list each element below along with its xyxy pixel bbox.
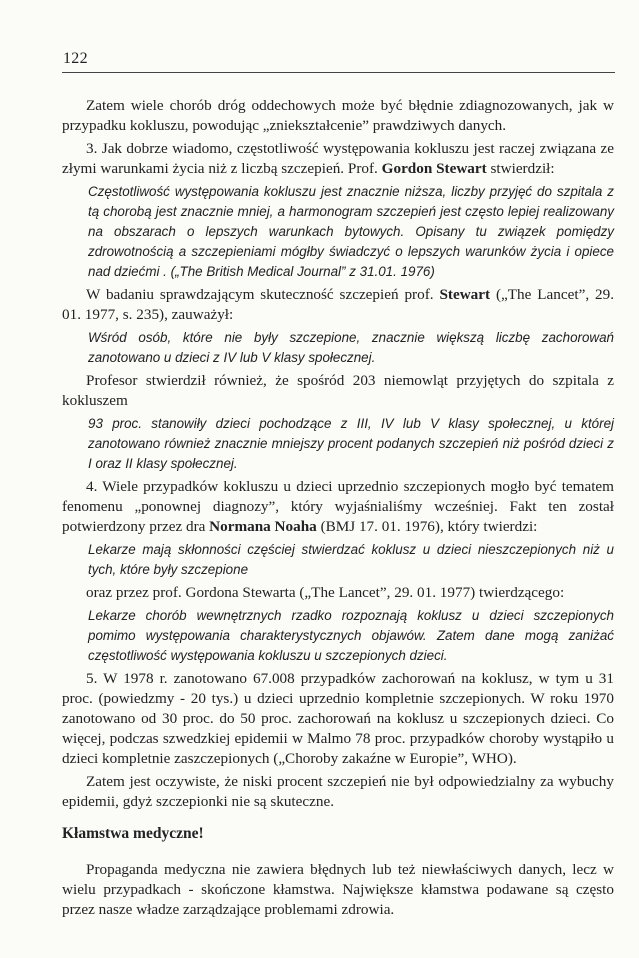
paragraph (62, 139, 614, 179)
paragraph-text: (BMJ 17. 01. 1976), który twierdzi: (316, 518, 538, 535)
paragraph: 5. W 1978 r. zanotowano 67.008 przypadków zachorowań na koklusz, w tym u 31 proc. (powiedzmy - 20 tys.) u dzieci uprzednio kompletnie szczepionych. W roku 1970 zanotowano od 30 proc. do 50 proc. zachorowań na koklusz u szczepionych dzieci. Co więcej, podczas szwedzkiej epidemii w Malmo 78 proc. przypadków choroby wystąpiło u dzieci kompletnie zaszczepionych („Choroby zakaźne w Europie”, WHO). (62, 670, 614, 767)
section-heading: Kłamstwa medyczne! (62, 825, 204, 842)
quotation: Lekarze mają skłonności częściej stwierdzać koklusz u dzieci nieszczepionych niż u tych, które były szczepione (88, 542, 614, 577)
paragraph (62, 477, 614, 537)
paragraph-text: („The Lancet”, 29. 01. 1977, s. 235), zauważył: (62, 286, 615, 323)
quotation: Częstotliwość występowania kokluszu jest znacznie niższa, liczby przyjęć do szpitala z tą chorobą jest znacznie mniej, a harmonogram szczepień jest często lepiej realizowany na obszarach o lepszych warunkach bytowych. Opisany tu związek pomiędzy zdrowotnością a szczepieniami mógłby świadczyć o lepszych warunków życia i opiece nad dziećmi . („The British Medical Journal” z 31.01. 1976) (88, 184, 614, 279)
person-name: Stewart (439, 286, 491, 303)
person-name: Normana Noaha (209, 518, 317, 535)
paragraph: Propaganda medyczna nie zawiera błędnych lub też niewłaściwych danych, lecz w wielu przypadkach - skończone kłamstwa. Największe kłamstwa podawane są często przez nasze władze zarządzające problemami zdrowia. (62, 861, 614, 918)
quotation: Lekarze chorób wewnętrznych rzadko rozpoznają koklusz u dzieci szczepionych pomimo występowania charakterystycznych objawów. Zatem dane mogą zaniżać częstotliwość występowania kokluszu u szczepionych dzieci. (88, 608, 614, 663)
quotation: Wśród osób, które nie były szczepione, znacznie większą liczbę zachorowań zanotowano u dzieci z IV lub V klasy społecznej. (88, 330, 614, 365)
header-rule (62, 72, 615, 73)
body-text (62, 96, 614, 923)
paragraph (62, 285, 614, 325)
paragraph: Profesor stwierdził również, że spośród 203 niemowląt przyjętych do szpitala z kokluszem (62, 372, 614, 409)
paragraph-text: W badaniu sprawdzającym skuteczność szczepień prof. (86, 286, 440, 303)
paragraph: oraz przez prof. Gordona Stewarta („The Lancet”, 29. 01. 1977) twierdzącego: (86, 584, 565, 601)
paragraph-text: 3. Jak dobrze wiadomo, częstotliwość występowania kokluszu jest raczej związana ze złymi warunkami życia niż z liczbą szczepień. Prof. (62, 140, 614, 177)
paragraph-text: stwierdził: (486, 160, 555, 177)
paragraph-text: 4. Wiele przypadków kokluszu u dzieci uprzednio szczepionych mogło być tematem fenomenu „ponownej diagnozy”, który wyjaśnialiśmy wcześniej. Fakt ten został potwierdzony przez dra (62, 478, 614, 535)
paragraph: Zatem wiele chorób dróg oddechowych może być błędnie zdiagnozowanych, jak w przypadku kokluszu, powodując „zniekształcenie” prawdziwych danych. (62, 97, 614, 134)
page-number: 122 (63, 50, 88, 67)
person-name: Gordon Stewart (381, 160, 487, 177)
quotation: 93 proc. stanowiły dzieci pochodzące z III, IV lub V klasy społecznej, u której zanotowano również znacznie mniejszy procent podanych szczepień niż pośród dzieci z I oraz II klasy społecznej. (88, 416, 614, 471)
paragraph: Zatem jest oczywiste, że niski procent szczepień nie był odpowiedzialny za wybuchy epidemii, gdyż szczepionki nie są skuteczne. (62, 773, 614, 810)
